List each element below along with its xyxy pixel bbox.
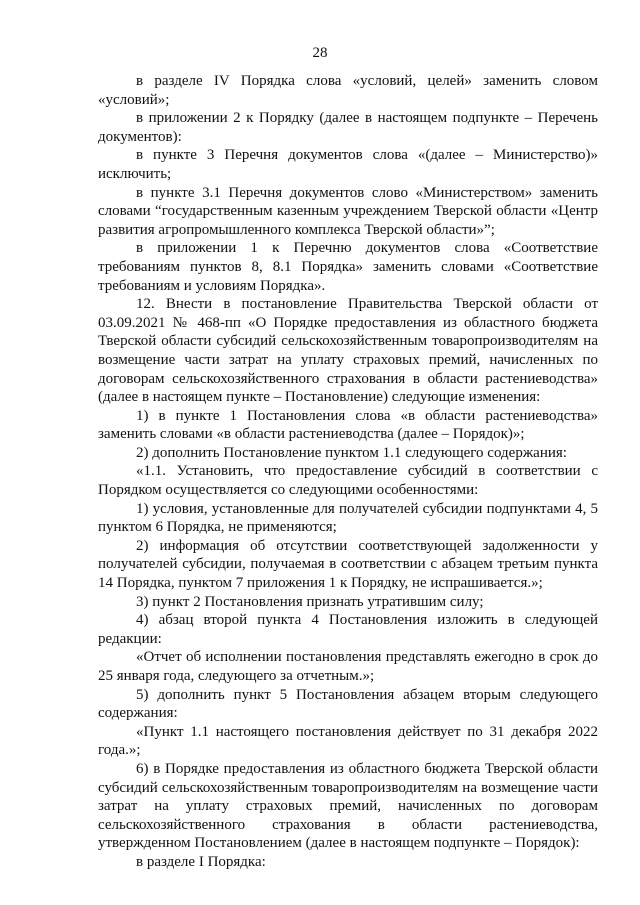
paragraph: 6) в Порядке предоставления из областного бюджета Тверской области субсидий сельскохозяйственным товаропроизводителям на возмещение части затрат на уплату страховых премий, начисленных по договорам сельскохозяйственного страхования в области растениеводства, утвержденном Постановлением (далее в настоящем подпункте – Порядок):: [98, 760, 598, 852]
page-number: 28: [312, 45, 328, 61]
paragraph: 3) пункт 2 Постановления признать утратившим силу;: [136, 593, 484, 610]
document-body: [98, 72, 598, 872]
paragraph: в пункте 3.1 Перечня документов слово «Министерством» заменить словами “государственным казенным учреждением Тверской области «Центр развития агропромышленного комплекса Тверской области»”;: [98, 184, 598, 238]
paragraph: «Пункт 1.1 настоящего постановления действует по 31 декабря 2022 года.»;: [98, 723, 598, 759]
paragraph: в пункте 3 Перечня документов слова «(далее – Министерство)» исключить;: [98, 147, 598, 182]
paragraph: 2) дополнить Постановление пунктом 1.1 следующего содержания:: [136, 444, 567, 461]
paragraph: 5) дополнить пункт 5 Постановления абзацем вторым следующего содержания:: [98, 686, 598, 722]
paragraph: 4) абзац второй пункта 4 Постановления изложить в следующей редакции:: [98, 612, 598, 647]
paragraph: в разделе I Порядка:: [136, 853, 266, 870]
paragraph: 1) условия, установленные для получателей субсидии подпунктами 4, 5 пунктом 6 Порядка, не применяются;: [98, 500, 598, 536]
paragraph: 1) в пункте 1 Постановления слова «в области растениеводства» заменить словами «в области растениеводства (далее – Порядок)»;: [98, 407, 598, 443]
paragraph: в приложении 2 к Порядку (далее в настоящем подпункте – Перечень документов):: [98, 110, 598, 145]
paragraph-item-12: 12. Внести в постановление Правительства Тверской области от 03.09.2021 № 468-пп «О Порядке предоставления из областного бюджета Тверской области субсидий сельскохозяйственным товаропроизводителям на возмещение части затрат на уплату страховых премий, начисленных по договорам сельскохозяйственного страхования в области растениеводства» (далее в настоящем пункте – Постановление) следующие изменения:: [98, 296, 598, 406]
paragraph: «Отчет об исполнении постановления представлять ежегодно в срок до 25 января года, следующего за отчетным.»;: [98, 649, 598, 684]
paragraph: «1.1. Установить, что предоставление субсидий в соответствии с Порядком осуществляется со следующими особенностями:: [98, 463, 598, 499]
paragraph: в приложении 1 к Перечню документов слова «Соответствие требованиям пунктов 8, 8.1 Порядка» заменить словами «Соответствие требованиям и условиям Порядка».: [98, 240, 598, 294]
paragraph: в разделе IV Порядка слова «условий, целей» заменить словом «условий»;: [98, 73, 598, 108]
paragraph: 2) информация об отсутствии соответствующей задолженности у получателей субсидии, получаемая в соответствии с абзацем третьим пункта 14 Порядка, пунктом 7 приложения 1 к Порядку, не испрашивается.»;: [98, 537, 598, 592]
